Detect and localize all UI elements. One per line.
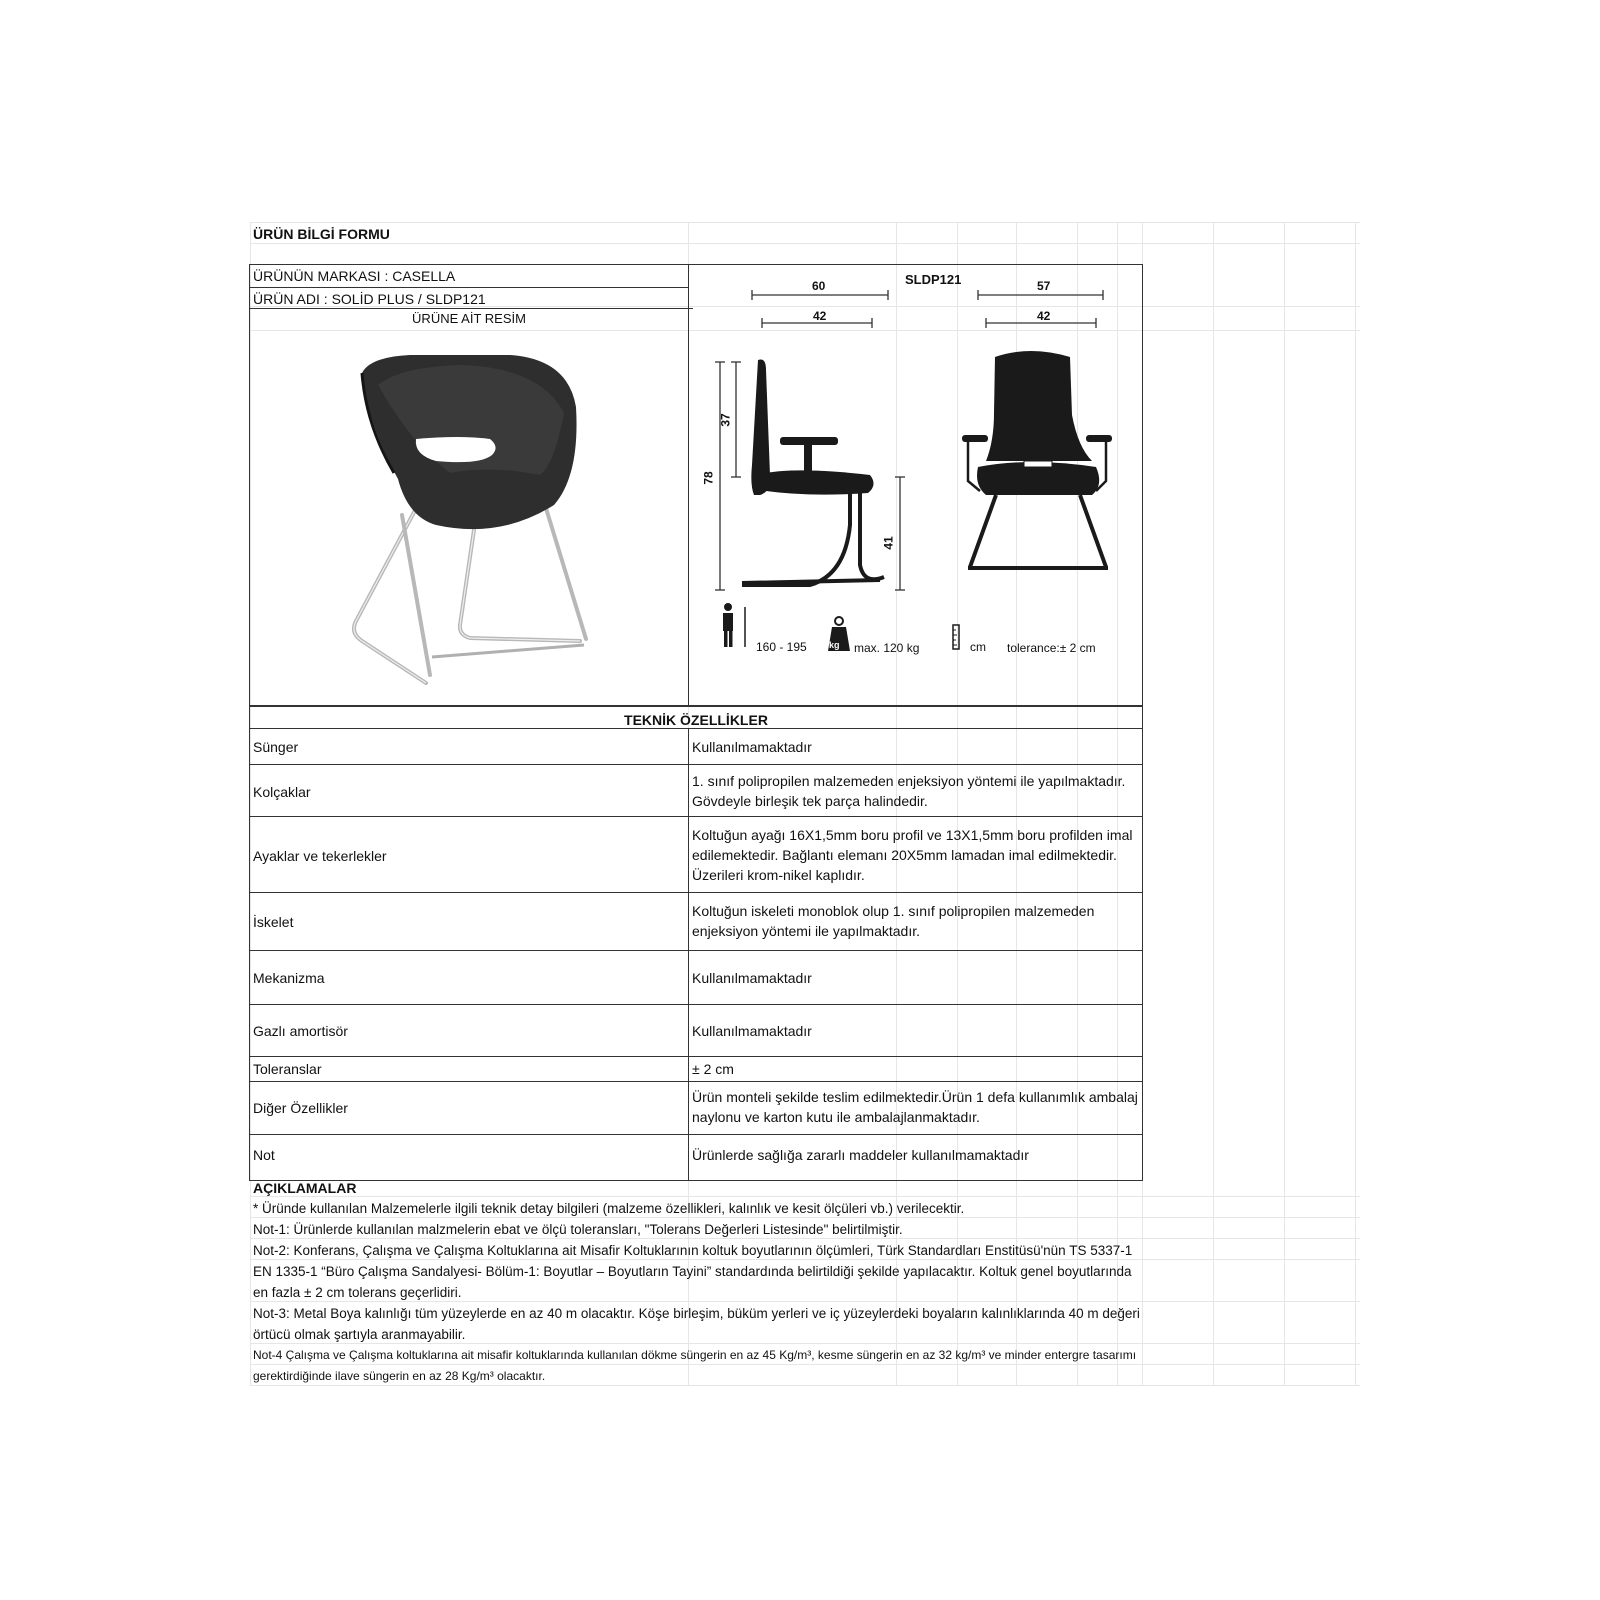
spec-value: Ürün monteli şekilde teslim edilmektedir.Ürün 1 defa kullanımlık ambalaj naylonu ve karton kutu ile ambalajlanmaktadır. bbox=[692, 1089, 1138, 1125]
chair-photo bbox=[340, 355, 610, 675]
spec-label: Sünger bbox=[253, 739, 299, 755]
spec-label: Mekanizma bbox=[253, 970, 325, 986]
unit-label: cm bbox=[970, 640, 986, 654]
spec-label: Toleranslar bbox=[253, 1061, 322, 1077]
note-item: Not-4 Çalışma ve Çalışma koltuklarına ait misafir koltuklarında kullanılan dökme süngerin en az 45 Kg/m³, kesme süngerin en az 32 kg/m³ ve minder entergre tasarımı gerektirdiğinde ilave süngerin en az 28 Kg/m³ olacaktır. bbox=[253, 1348, 1137, 1383]
spec-label: İskelet bbox=[253, 914, 294, 930]
spec-value: 1. sınıf polipropilen malzemeden enjeksiyon yöntemi ile yapılmaktadır. Gövdeyle birleşik tek parça halindedir. bbox=[692, 773, 1126, 809]
height-total: 78 bbox=[701, 471, 716, 485]
tolerance-label: tolerance:± 2 cm bbox=[1007, 641, 1096, 655]
divider bbox=[249, 1056, 1143, 1057]
grid-line bbox=[250, 222, 1360, 223]
divider bbox=[249, 287, 688, 288]
divider bbox=[688, 264, 689, 706]
note-item: * Üründe kullanılan Malzemelerle ilgili teknik detay bilgileri (malzeme özellikleri, kalınlık ve kesit ölçüleri vb.) verilecektir. bbox=[253, 1201, 965, 1216]
divider bbox=[249, 764, 1143, 765]
form-title: ÜRÜN BİLGİ FORMU bbox=[253, 226, 390, 242]
spec-label: Gazlı amortisör bbox=[253, 1023, 348, 1039]
technical-drawing bbox=[700, 285, 1140, 605]
spec-label: Kolçaklar bbox=[253, 784, 311, 800]
divider bbox=[688, 728, 689, 1181]
picture-label: ÜRÜNE AİT RESİM bbox=[412, 311, 526, 326]
spec-value: ± 2 cm bbox=[692, 1061, 734, 1077]
divider bbox=[249, 1081, 1143, 1082]
model-code: SLDP121 bbox=[905, 272, 962, 287]
front-width-inner: 42 bbox=[1037, 309, 1051, 323]
spec-value: Koltuğun ayağı 16X1,5mm boru profil ve 13X1,5mm boru profilden imal edilemektedir. Bağlantı elemanı 20X5mm lamadan imal edilmektedir. Üzerileri krom-nikel kaplıdır. bbox=[692, 827, 1133, 883]
brand-text: ÜRÜNÜN MARKASI : CASELLA bbox=[253, 268, 456, 284]
grid-line bbox=[250, 1196, 1360, 1197]
grid-line bbox=[1284, 222, 1285, 1386]
grid-line bbox=[250, 243, 1360, 244]
divider bbox=[249, 1004, 1143, 1005]
seat-height: 41 bbox=[881, 536, 896, 550]
note-item: Not-1: Ürünlerde kullanılan malzmelerin ebat ve ölçü toleransları, "Tolerans Değerleri Listesinde" belirtilmiştir. bbox=[253, 1222, 903, 1237]
user-height: 160 - 195 bbox=[756, 640, 807, 654]
back-height: 37 bbox=[718, 413, 733, 427]
max-load: max. 120 kg bbox=[854, 641, 920, 655]
spec-value: Kullanılmamaktadır bbox=[692, 739, 812, 755]
divider bbox=[249, 892, 1143, 893]
specs-title: TEKNİK ÖZELLİKLER bbox=[624, 712, 768, 728]
spec-label: Not bbox=[253, 1147, 275, 1163]
spec-value: Kullanılmamaktadır bbox=[692, 1023, 812, 1039]
front-width-outer: 57 bbox=[1037, 279, 1051, 293]
product-name-text: ÜRÜN ADI : SOLİD PLUS / SLDP121 bbox=[253, 291, 486, 307]
grid-line bbox=[1213, 222, 1214, 1386]
note-item: Not-3: Metal Boya kalınlığı tüm yüzeylerde en az 40 m olacaktır. Köşe birleşim, büküm yerleri ve iç yüzeylerdeki boyaların kalınlıklarında 40 m değeri örtücü olmak şartıyla aranmayabilir. bbox=[253, 1306, 1140, 1342]
side-width-outer: 60 bbox=[812, 279, 826, 293]
side-width-inner: 42 bbox=[813, 309, 827, 323]
grid-line bbox=[1355, 222, 1356, 1386]
spec-label: Diğer Özellikler bbox=[253, 1100, 348, 1116]
divider bbox=[249, 1134, 1143, 1135]
spec-label: Ayaklar ve tekerlekler bbox=[253, 848, 387, 864]
divider bbox=[249, 816, 1143, 817]
divider bbox=[249, 728, 1143, 729]
kg-badge: kg bbox=[829, 640, 840, 650]
divider bbox=[249, 950, 1143, 951]
note-item: Not-2: Konferans, Çalışma ve Çalışma Koltuklarına ait Misafir Koltuklarının koltuk boyutlarının ölçümleri, Türk Standardları Enstitüsü'nün TS 5337-1 EN 1335-1 “Büro Çalışma Sandalyesi- Bölüm-1: Boyutlar – Boyutların Tayini” standardında belirtildiği şekilde yapılacaktır. Koltuk genel boyutlarında en fazla ± 2 cm tolerans geçerlidiri. bbox=[253, 1243, 1133, 1300]
notes-title: AÇIKLAMALAR bbox=[253, 1180, 357, 1196]
spec-value: Kullanılmamaktadır bbox=[692, 970, 812, 986]
spec-value: Ürünlerde sağlığa zararlı maddeler kullanılmamaktadır bbox=[692, 1147, 1029, 1163]
spec-value: Koltuğun iskeleti monoblok olup 1. sınıf polipropilen malzemeden enjeksiyon yöntemi ile yapılmaktadır. bbox=[692, 903, 1095, 939]
